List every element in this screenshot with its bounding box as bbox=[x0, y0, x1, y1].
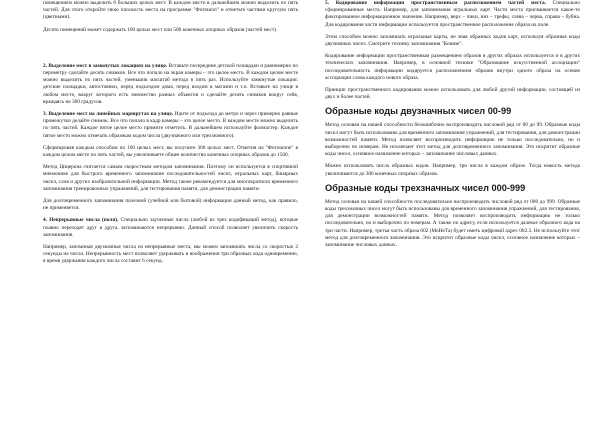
section-paragraph bbox=[43, 217, 298, 239]
paragraph: Этим способом можно запоминать игральные карты, не зная образных кодов карт, используя образные коды двузначных чисел. Смотрите технику запоминания "Конязе". bbox=[325, 33, 580, 48]
paragraph: Метод Цицерона считается самым скоростным методом запоминания. Поэтому он используется в спортивной мнемонике для быстрого временного запоминания последовательностей чисел, игральных карт, бинарных чисел, слов и других изобразительной информации. Метод также рекомендуется для многократного временного запоминания тренировочных упражнений, для тестирования памяти, для демонстрации памяти. bbox=[43, 164, 298, 192]
paragraph: помещением можно выделить 6 больших целых мест. В каждом месте в дальнейшем можно выделить по пять частей. Для этого откройте свою плоскость места на программе "Фотошоп" и отметьте частями круглую пять (цветными). bbox=[43, 0, 298, 21]
right-column bbox=[325, 0, 580, 424]
heading-two-digit-codes: Образные коды двузначных чисел 00-99 bbox=[325, 106, 512, 117]
section-title: 2. Выделение мест в замкнутых локациях на улице. bbox=[43, 62, 168, 69]
paragraph: Например, запоминая двузначные числа из непрерывные места, мы можем запоминать числа со скоростью 2 секунды на число. Непрерывность мест позволяет удерживать в воображении три образных кода одновременно, в время удержания каждого числа составит 6 секунд. bbox=[43, 244, 298, 265]
paragraph: Можно использовать числа образных кодов. Например, три числа в каждом образе. Тогда емкость метода увеличивается до 300 конечных опорных образов. bbox=[325, 163, 580, 177]
paragraph: Принцип пространственного кодирования можно использовать для любой другой информации, состоящей из двух и более частей. bbox=[325, 87, 580, 101]
left-column bbox=[43, 0, 298, 424]
section-paragraph bbox=[43, 63, 298, 106]
section-paragraph bbox=[43, 111, 298, 140]
section-paragraph bbox=[325, 0, 580, 29]
paragraph: Кодирование информации пространственным размещением образов в других образах используется и в других технических запоминания. Например, в основной технике "Образование искусственной ассоциации" последовательность информации кодируется расположением образов внутри одного образа на основе ассоциации слова каждого нового образа. bbox=[325, 53, 580, 81]
section-body: Вставьте посередине детской площадки и равномерно по периметру сделайте десять снимков. Все что попало на экран камеры – это целое место. В каждом целом месте можно выделить по пять частей, уменьшив масштаб метода в пять раз. Используйте замкнутые локации: детские площадки, автостоянки, перед подъездом дома, перед входом в магазин и т.п. Вставьте на улице в любом месте, вокруг которого есть множество разных объектов и сделайте десять снимков вокруг себя, вращаясь на 360 градусов. bbox=[43, 62, 298, 105]
section-body: Специально заученные числа (любой из трех кодификаций метод), которые плавно переходят друг в друга, вспоминаются непрерывно. Данный способ позволяет увеличить скорость запоминания. bbox=[43, 217, 299, 238]
heading-three-digit-codes: Образные коды трехзначных чисел 000-999 bbox=[325, 182, 526, 193]
paragraph: Десять помещений может содержать 100 целых мест или 500 конечных опорных образов (частей мест). bbox=[43, 26, 278, 33]
section-title: 5. Кодирование информации пространственным расположением частей места. bbox=[325, 0, 546, 6]
section-title: 3. Выделение мест на линейных маршрутах на улице. bbox=[43, 111, 174, 118]
paragraph: Метод основан на нашей способности последовательно воспроизводить числовой ряд от 000 до 999. Образные коды трехзначных чисел могут быть использованы для временного запоминания упражнений, для тестирования, для демонстрации возможностей памяти. Метод позволяет воспроизводить информацию не только последовательно, но и выборочно по номерам. А также по адресу, если используется далекое образного кода на три части. Например, третья часть образа 002 (МоНеТа) будет иметь цифровой адрес 002.3. Не используйте этот метод для долговременного запоминания. Это искритит образные коды чисел, основное назначение которых – запоминание числовых данных. bbox=[325, 198, 580, 249]
section-title: 4. Непрерывные числа (поля). bbox=[43, 217, 119, 224]
paragraph: Сформировав каждым способом по 100 целых мест, вы получите 300 целых мест. Отметив на "Фотошопе" в каждом целом месте по пять частей, вы увеличиваете общее количество конечных опорных образов до 1500. bbox=[43, 144, 298, 159]
paragraph: Метод основан на нашей способности безошибочно воспроизводить числовой ряд от 00 до 99. Образные коды чисел могут быть использованы для временного запоминания упражнений, для тестирования, для демонстрации возможностей памяти. Метод позволяет воспроизводить информацию не только последовательно, но и выборочно по номерам. Не исключает этот метод для долговременного запоминания. Это искритит образные коды чисел, основное назначение которых – запоминание числовых данных. bbox=[325, 122, 580, 158]
section-body: Специально сформированные места. Например, для запоминания игральных карт. Части места присваивается какое-то фиксированное информационное значение. Например, верх – пики, низ – трефы, слева – черва, справа – бубна. Для кодирования части информации используется пространственное расположение образа на поле. bbox=[325, 0, 580, 28]
section-body: Идите от подъезда до метро и через примерно равные промежутки делайте снимок. Все что попало в кадр камеры – это целое место. В каждом месте можно выделить по пять частей. Каждое пятое целое место примите отметить. В дальнейшем используйте фломастер. Каждое пятое место можно отмечать образным кодом числа (двузначного или трехзначного). bbox=[43, 111, 298, 139]
paragraph: Для долговременного запоминания полезной (учебной или бытовой) информации данный метод, как правило, не применяется. bbox=[43, 198, 298, 212]
